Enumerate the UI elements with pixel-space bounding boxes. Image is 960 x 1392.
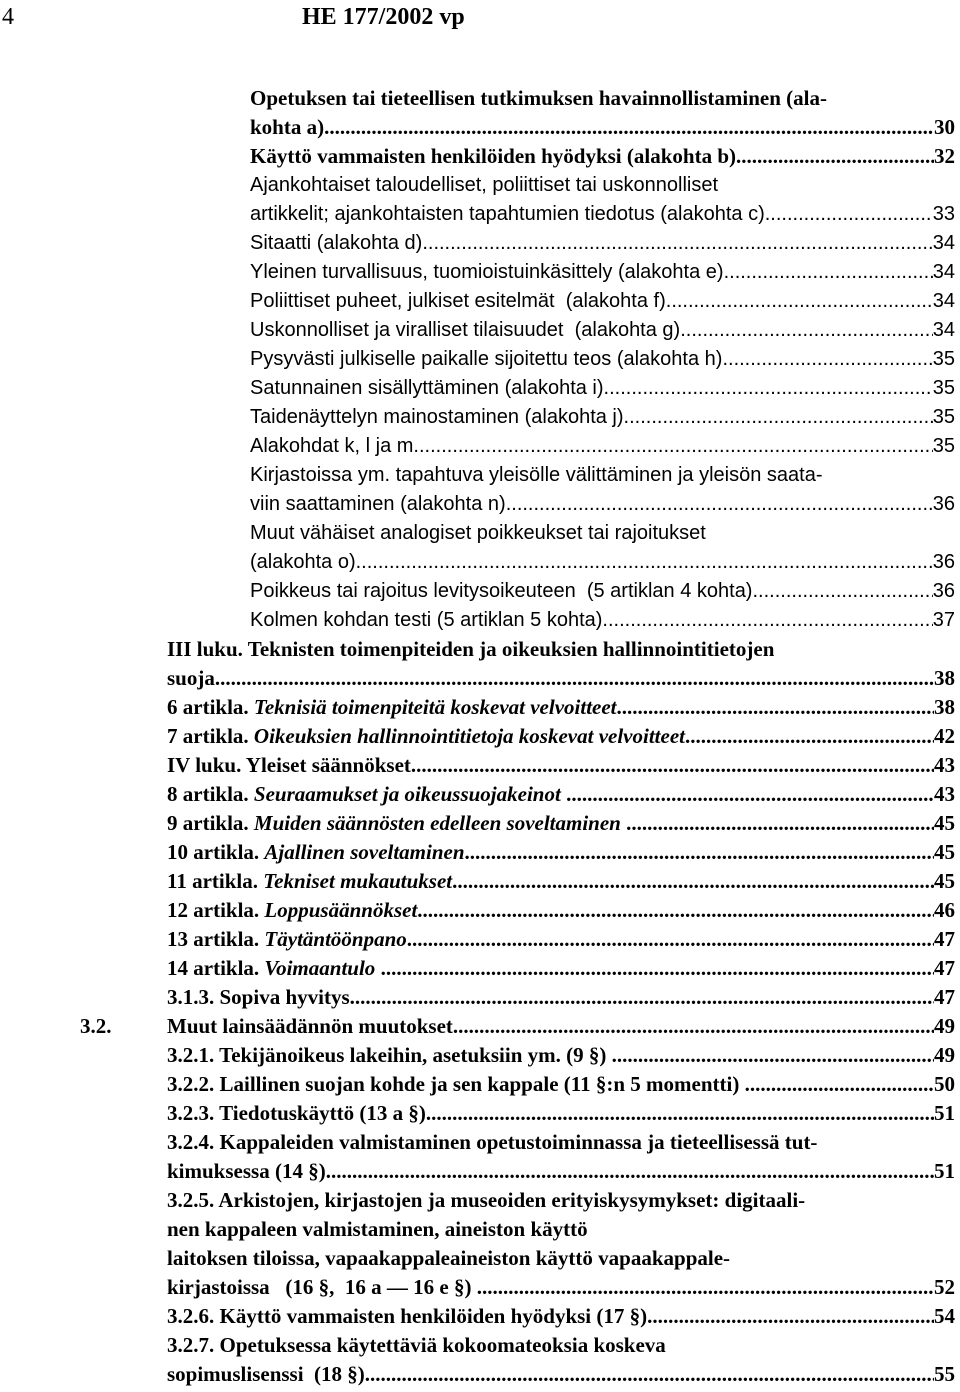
toc-entry[interactable]	[250, 287, 955, 316]
toc-entry[interactable]	[167, 1360, 955, 1389]
toc-line	[0, 229, 960, 258]
toc-line	[0, 809, 960, 838]
toc-page-number: 43	[934, 753, 955, 777]
toc-entry-label: 3.1.3. Sopiva hyvitys	[167, 985, 350, 1009]
toc-entry[interactable]	[167, 1244, 730, 1273]
toc-page-number: 36	[932, 551, 955, 573]
toc-entry-text	[250, 84, 827, 113]
toc-entry-text	[250, 316, 680, 345]
toc-entry-label: Pysyvästi julkiselle paikalle sijoitettu teos (alakohta h)	[250, 348, 723, 370]
dot-leader	[381, 954, 934, 983]
toc-page-number: 50	[934, 1072, 955, 1096]
toc-entry-text	[167, 664, 215, 693]
toc-entry-label: III luku. Teknisten toimenpiteiden ja oikeuksien hallinnointitietojen	[167, 637, 775, 661]
toc-page-number: 34	[932, 290, 955, 312]
toc-line	[0, 635, 960, 664]
toc-line	[0, 461, 960, 490]
toc-entry-label: 6 artikla.	[167, 695, 254, 719]
toc-entry-label: 3.2.2. Laillinen suojan kohde ja sen kappale (11 §:n 5 momentti)	[167, 1072, 745, 1096]
toc-line	[0, 200, 960, 229]
toc-entry-text	[250, 258, 724, 287]
toc-entry-text	[250, 200, 765, 229]
toc-page-number: 34	[932, 232, 955, 254]
toc-entry-label: 8 artikla.	[167, 782, 254, 806]
toc-line	[0, 1099, 960, 1128]
toc-page-number: 45	[934, 840, 955, 864]
toc-page-number: 51	[934, 1101, 955, 1125]
toc-line	[0, 258, 960, 287]
toc-entry-text	[167, 1331, 666, 1360]
toc-entry-text	[167, 1128, 817, 1157]
toc-line	[0, 780, 960, 809]
toc-entry-text	[250, 171, 718, 200]
toc-entry-text	[250, 490, 506, 519]
toc-page-number: 52	[934, 1275, 955, 1299]
page-number: 4	[2, 4, 14, 30]
dot-leader	[722, 345, 932, 374]
toc-page-number: 34	[932, 261, 955, 283]
toc-entry-text	[250, 548, 356, 577]
toc-page-number: 43	[934, 782, 955, 806]
toc-entry-label: 9 artikla.	[167, 811, 254, 835]
toc-entry[interactable]	[167, 751, 955, 780]
toc-line	[0, 432, 960, 461]
toc-page-number: 47	[934, 985, 955, 1009]
toc-entry-title-italic: Ajallinen soveltaminen	[264, 840, 465, 864]
toc-entry[interactable]	[167, 1186, 805, 1215]
toc-page-number: 46	[934, 898, 955, 922]
toc-line	[0, 954, 960, 983]
dot-leader	[752, 577, 932, 606]
dot-leader	[685, 722, 934, 751]
toc-entry-label: 7 artikla.	[167, 724, 254, 748]
toc-entry[interactable]	[167, 1273, 955, 1302]
toc-entry-label: Kolmen kohdan testi (5 artiklan 5 kohta)	[250, 609, 603, 631]
toc-entry[interactable]	[167, 983, 955, 1012]
toc-entry-label: Sitaatti (alakohta d)	[250, 232, 423, 254]
toc-page-number: 45	[934, 811, 955, 835]
dot-leader	[413, 432, 932, 461]
toc-entry-text	[167, 1012, 453, 1041]
toc-entry[interactable]	[167, 722, 955, 751]
toc-entry[interactable]	[250, 519, 706, 548]
toc-page-number: 36	[932, 493, 955, 515]
toc-line	[0, 490, 960, 519]
toc-entry[interactable]	[167, 925, 955, 954]
toc-entry-label: nen kappaleen valmistaminen, aineiston käyttö	[167, 1217, 588, 1241]
toc-line	[0, 838, 960, 867]
toc-entry[interactable]	[167, 1331, 666, 1360]
toc-line	[0, 374, 960, 403]
toc-entry-label: viin saattaminen (alakohta n)	[250, 493, 506, 515]
document-id: HE 177/2002 vp	[302, 4, 465, 30]
toc-line	[0, 751, 960, 780]
toc-entry[interactable]	[167, 1012, 955, 1041]
toc-entry[interactable]	[250, 345, 955, 374]
toc-entry-label: 3.2.7. Opetuksessa käytettäviä kokoomateoksia koskeva	[167, 1333, 666, 1357]
dot-leader	[329, 113, 934, 142]
toc-page-number: 32	[934, 144, 955, 168]
toc-entry-label: 3.2.6. Käyttö vammaisten henkilöiden hyödyksi (17 §)	[167, 1304, 648, 1328]
toc-line	[0, 316, 960, 345]
dot-leader	[602, 606, 932, 635]
dot-leader	[617, 693, 935, 722]
toc-entry[interactable]	[250, 490, 955, 519]
toc-entry-text	[250, 519, 706, 548]
toc-entry[interactable]	[167, 664, 955, 693]
toc-entry-label: 3.2.1. Tekijänoikeus lakeihin, asetuksiin ym. (9 §)	[167, 1043, 612, 1067]
toc-page-number: 35	[932, 406, 955, 428]
toc-entry-text	[250, 432, 413, 461]
toc-line	[0, 519, 960, 548]
toc-entry-label: Poliittiset puheet, julkiset esitelmät (alakohta f)	[250, 290, 666, 312]
toc-entry-title-italic: Täytäntöönpano	[264, 927, 407, 951]
dot-leader	[566, 780, 934, 809]
toc-entry-label: 13 artikla.	[167, 927, 265, 951]
toc-entry-text	[250, 374, 604, 403]
toc-entry[interactable]	[167, 780, 955, 809]
toc-entry[interactable]	[250, 142, 955, 171]
toc-page-number: 47	[934, 927, 955, 951]
toc-line	[0, 664, 960, 693]
toc-entry[interactable]	[167, 1128, 817, 1157]
dot-leader	[465, 838, 934, 867]
toc-entry[interactable]	[250, 200, 955, 229]
dot-leader	[612, 1041, 934, 1070]
toc-entry-title-italic: Oikeuksien hallinnointitietoja koskevat velvoitteet	[253, 724, 685, 748]
toc-line	[0, 1215, 960, 1244]
toc-entry[interactable]	[167, 954, 955, 983]
toc-entry-label: 10 artikla.	[167, 840, 265, 864]
toc-entry-text	[167, 809, 626, 838]
toc-line	[0, 693, 960, 722]
toc-line	[0, 577, 960, 606]
toc-entry-label: Ajankohtaiset taloudelliset, poliittiset tai uskonnolliset	[250, 174, 719, 196]
toc-entry[interactable]	[167, 809, 955, 838]
toc-entry-label: Poikkeus tai rajoitus levitysoikeuteen (5 artiklan 4 kohta)	[250, 580, 753, 602]
toc-entry[interactable]	[250, 113, 955, 142]
toc-entry-text	[167, 1070, 745, 1099]
toc-line	[0, 1041, 960, 1070]
dot-leader	[417, 896, 934, 925]
toc-entry-text	[167, 1186, 805, 1215]
toc-entry-text	[250, 229, 422, 258]
toc-entry-label: 3.2.5. Arkistojen, kirjastojen ja museoiden erityiskysymykset: digitaali-	[167, 1188, 806, 1212]
toc-entry-label: Uskonnolliset ja viralliset tilaisuudet (alakohta g)	[250, 319, 681, 341]
toc-entry-label: suoja	[167, 666, 215, 690]
toc-entry[interactable]	[250, 432, 955, 461]
toc-entry-text	[250, 287, 666, 316]
toc-entry-label: Kirjastoissa ym. tapahtuva yleisölle välittäminen ja yleisön saata-	[250, 464, 823, 486]
toc-entry-label: 11 artikla.	[167, 869, 264, 893]
dot-leader	[724, 258, 933, 287]
toc-entry-text	[167, 1273, 477, 1302]
toc-line	[0, 722, 960, 751]
toc-entry-label: Käyttö vammaisten henkilöiden hyödyksi (alakohta b).	[250, 144, 742, 168]
table-of-contents	[0, 84, 960, 1389]
toc-line	[0, 606, 960, 635]
toc-line	[0, 1157, 960, 1186]
dot-leader	[326, 1157, 934, 1186]
toc-entry[interactable]	[167, 896, 955, 925]
toc-line	[0, 171, 960, 200]
dot-leader	[624, 403, 933, 432]
toc-line	[0, 1273, 960, 1302]
page-header	[0, 4, 960, 36]
toc-entry-text	[167, 751, 411, 780]
toc-line	[0, 113, 960, 142]
toc-page-number: 45	[934, 869, 955, 893]
toc-entry[interactable]	[167, 1070, 955, 1099]
toc-page-number: 42	[934, 724, 955, 748]
toc-entry[interactable]	[250, 258, 955, 287]
toc-entry-text	[250, 345, 722, 374]
toc-entry-label: (alakohta o)	[250, 551, 356, 573]
toc-entry-label: laitoksen tiloissa, vapaakappaleaineiston käyttö vapaakappale-	[167, 1246, 731, 1270]
toc-page-number: 34	[932, 319, 955, 341]
dot-leader	[604, 374, 933, 403]
dot-leader	[215, 664, 934, 693]
toc-entry-label: Opetuksen tai tieteellisen tutkimuksen havainnollistaminen (ala-	[250, 86, 827, 110]
dot-leader	[422, 229, 932, 258]
dot-leader	[680, 316, 933, 345]
toc-page-number: 38	[934, 666, 955, 690]
dot-leader	[765, 200, 933, 229]
toc-entry-label: kohta a).	[250, 115, 330, 139]
toc-entry-label: Satunnainen sisällyttäminen (alakohta i)	[250, 377, 604, 399]
toc-entry[interactable]	[167, 838, 955, 867]
toc-entry-text	[167, 867, 452, 896]
toc-entry[interactable]	[250, 171, 718, 200]
toc-entry-title-italic: Loppusäännökset	[264, 898, 418, 922]
toc-entry-label: 3.2.4. Kappaleiden valmistaminen opetustoiminnassa ja tieteellisessä tut-	[167, 1130, 818, 1154]
toc-line	[0, 867, 960, 896]
toc-entry-label: Alakohdat k, l ja m	[250, 435, 414, 457]
toc-line	[0, 1128, 960, 1157]
toc-line	[0, 84, 960, 113]
toc-entry-text	[167, 896, 417, 925]
toc-page-number: 47	[934, 956, 955, 980]
toc-entry[interactable]	[167, 867, 955, 896]
toc-line	[0, 548, 960, 577]
toc-line	[0, 896, 960, 925]
toc-entry-label: kimuksessa (14 §)	[167, 1159, 326, 1183]
toc-entry-text	[167, 983, 350, 1012]
dot-leader	[350, 983, 934, 1012]
toc-entry[interactable]	[250, 461, 823, 490]
toc-entry-text	[250, 113, 329, 142]
toc-entry[interactable]	[250, 316, 955, 345]
dot-leader	[407, 925, 934, 954]
toc-line	[0, 1331, 960, 1360]
toc-entry-text	[167, 1244, 730, 1273]
toc-entry-label: kirjastoissa (16 §, 16 a — 16 e §)	[167, 1275, 477, 1299]
toc-entry-text	[167, 1157, 326, 1186]
toc-entry-label: artikkelit; ajankohtaisten tapahtumien tiedotus (alakohta c)	[250, 203, 765, 225]
toc-entry-text	[167, 1302, 647, 1331]
toc-entry-text	[167, 925, 407, 954]
toc-page-number: 33	[932, 203, 955, 225]
toc-entry[interactable]	[250, 374, 955, 403]
toc-entry-label: IV luku. Yleiset säännökset	[167, 753, 411, 777]
toc-entry-label: sopimuslisenssi (18 §)	[167, 1362, 365, 1386]
toc-entry[interactable]	[250, 577, 955, 606]
toc-entry-text	[167, 1041, 612, 1070]
toc-page-number: 38	[934, 695, 955, 719]
toc-entry-label: Taidenäyttelyn mainostaminen (alakohta j)	[250, 406, 624, 428]
toc-entry-text	[167, 780, 566, 809]
toc-page-number: 30	[934, 115, 955, 139]
dot-leader	[477, 1273, 934, 1302]
toc-line	[0, 1360, 960, 1389]
toc-entry-text	[167, 1215, 588, 1244]
toc-line	[0, 1186, 960, 1215]
dot-leader	[745, 1070, 934, 1099]
toc-entry-title-italic: Tekniset mukautukset	[263, 869, 453, 893]
toc-entry-label: 14 artikla.	[167, 956, 265, 980]
toc-entry[interactable]	[167, 1099, 955, 1128]
toc-line	[0, 925, 960, 954]
toc-entry[interactable]	[167, 1302, 955, 1331]
toc-entry-text	[167, 722, 685, 751]
dot-leader	[741, 142, 934, 171]
dot-leader	[626, 809, 934, 838]
toc-entry[interactable]	[250, 403, 955, 432]
toc-entry[interactable]	[167, 693, 955, 722]
toc-entry-label: Muut lainsäädännön muutokset	[167, 1014, 453, 1038]
toc-page-number: 37	[932, 609, 955, 631]
toc-entry-text	[167, 954, 381, 983]
toc-entry[interactable]	[167, 1157, 955, 1186]
dot-leader	[365, 1360, 934, 1389]
section-number: 3.2.	[80, 1014, 112, 1038]
toc-entry-text	[250, 403, 624, 432]
toc-line	[0, 287, 960, 316]
toc-entry-title-italic: Seuraamukset ja oikeussuojakeinot	[253, 782, 567, 806]
toc-entry-label: 3.2.3. Tiedotuskäyttö (13 a §)	[167, 1101, 426, 1125]
toc-entry-title-italic: Teknisiä toimenpiteitä koskevat velvoitteet	[253, 695, 617, 719]
toc-entry-text	[167, 635, 774, 664]
toc-entry[interactable]	[250, 229, 955, 258]
toc-entry[interactable]	[250, 606, 955, 635]
toc-page-number: 49	[934, 1014, 955, 1038]
toc-entry-text	[167, 693, 617, 722]
toc-line	[0, 345, 960, 374]
dot-leader	[356, 548, 933, 577]
toc-entry-text	[167, 838, 465, 867]
dot-leader	[666, 287, 933, 316]
toc-entry[interactable]	[167, 1041, 955, 1070]
toc-page-number: 55	[934, 1362, 955, 1386]
dot-leader	[452, 867, 934, 896]
toc-entry[interactable]	[250, 548, 955, 577]
toc-entry-text	[167, 1099, 426, 1128]
toc-line	[0, 1012, 960, 1041]
toc-page-number: 36	[932, 580, 955, 602]
toc-entry-text	[250, 142, 741, 171]
dot-leader	[647, 1302, 934, 1331]
toc-page-number: 51	[934, 1159, 955, 1183]
toc-entry-label: Yleinen turvallisuus, tuomioistuinkäsittely (alakohta e)	[250, 261, 724, 283]
dot-leader	[453, 1012, 934, 1041]
toc-entry-title-italic: Muiden säännösten edelleen soveltaminen	[253, 811, 627, 835]
toc-line	[0, 403, 960, 432]
toc-entry-title-italic: Voimaantulo	[264, 956, 381, 980]
dot-leader	[506, 490, 933, 519]
toc-entry-label: Muut vähäiset analogiset poikkeukset tai rajoitukset	[250, 522, 706, 544]
toc-entry-text	[250, 606, 602, 635]
toc-page-number: 54	[934, 1304, 955, 1328]
toc-page-number: 35	[932, 435, 955, 457]
toc-entry[interactable]	[167, 635, 774, 664]
toc-entry-text	[250, 577, 752, 606]
toc-page-number: 35	[932, 377, 955, 399]
toc-line	[0, 1302, 960, 1331]
toc-entry[interactable]	[250, 84, 827, 113]
toc-page-number: 49	[934, 1043, 955, 1067]
toc-entry-text	[167, 1360, 365, 1389]
dot-leader	[411, 751, 934, 780]
toc-entry-label: 12 artikla.	[167, 898, 265, 922]
toc-line	[0, 983, 960, 1012]
toc-line	[0, 1244, 960, 1273]
dot-leader	[426, 1099, 934, 1128]
toc-entry[interactable]	[167, 1215, 588, 1244]
toc-page-number: 35	[932, 348, 955, 370]
toc-line	[0, 142, 960, 171]
toc-entry-text	[250, 461, 823, 490]
toc-line	[0, 1070, 960, 1099]
